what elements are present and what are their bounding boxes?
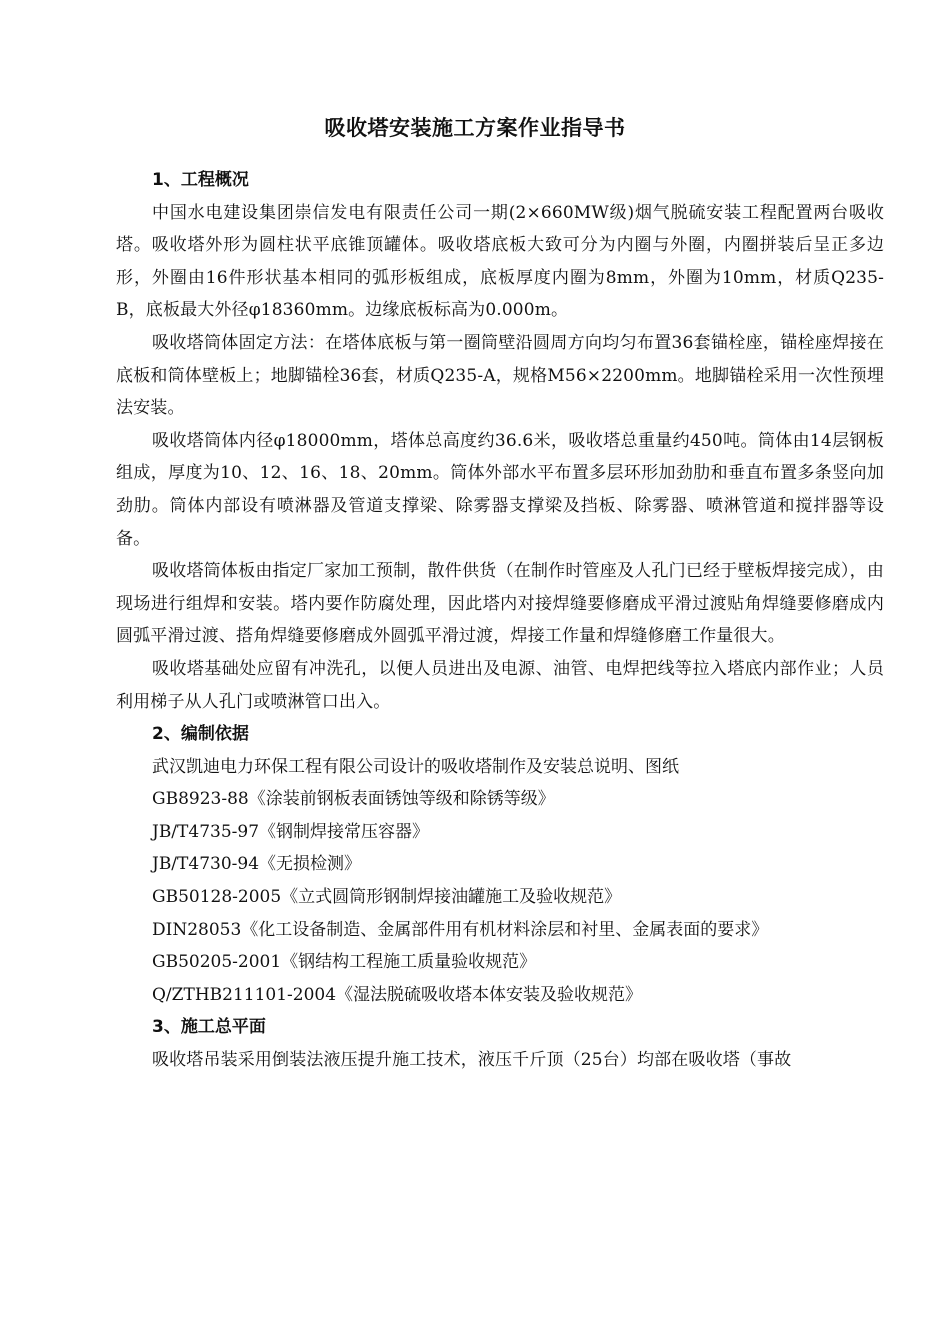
reference-item: GB8923-88《涂装前钢板表面锈蚀等级和除锈等级》 [152,789,555,810]
overview-paragraph: 吸收塔筒体内径φ18000mm，塔体总高度约36.6米，吸收塔总重量约450吨。筒体由14层钢板组成，厚度为10、12、16、18、20mm。筒体外部水平布置多层环形加劲肋和垂直布置多条竖向加劲肋。筒体内部设有喷淋器及管道支撑梁、除雾器支撑梁及挡板、除雾器、喷淋管道和搅拌器等设备。 [116,430,884,549]
document-body [116,164,884,1077]
reference-item: Q/ZTHB211101-2004《湿法脱硫吸收塔本体安装及验收规范》 [152,984,643,1005]
overview-paragraph: 吸收塔筒体固定方法：在塔体底板与第一圈筒壁沿圆周方向均匀布置36套锚栓座，锚栓座焊接在底板和筒体壁板上；地脚锚栓36套，材质Q235-A，规格M56×2200mm。地脚锚栓采用一次性预埋法安装。 [116,332,884,419]
reference-item: JB/T4730-94《无损检测》 [152,854,362,875]
section-heading-basis: 2、编制依据 [152,724,249,745]
reference-item: GB50205-2001《钢结构工程施工质量验收规范》 [152,952,537,973]
reference-item: DIN28053《化工设备制造、金属部件用有机材料涂层和衬里、金属表面的要求》 [152,919,769,940]
document-title: 吸收塔安装施工方案作业指导书 [324,116,626,140]
reference-item: GB50128-2005《立式圆筒形钢制焊接油罐施工及验收规范》 [152,887,622,908]
section-heading-site-plan: 3、施工总平面 [152,1017,266,1038]
overview-paragraph: 中国水电建设集团崇信发电有限责任公司一期(2×660MW级)烟气脱硫安装工程配置两台吸收塔。吸收塔外形为圆柱状平底锥顶罐体。吸收塔底板大致可分为内圈与外圈，内圈拼装后呈正多边形，外圈由16件形状基本相同的弧形板组成，底板厚度内圈为8mm，外圈为10mm，材质Q235-B，底板最大外径φ18360mm。边缘底板标高为0.000m。 [116,202,884,321]
overview-paragraph: 吸收塔筒体板由指定厂家加工预制，散件供货（在制作时管座及人孔门已经于壁板焊接完成），由现场进行组焊和安装。塔内要作防腐处理，因此塔内对接焊缝要修磨成平滑过渡贴角焊缝要修磨成内圆弧平滑过渡、搭角焊缝要修磨成外圆弧平滑过渡，焊接工作量和焊缝修磨工作量很大。 [116,561,884,647]
overview-paragraph: 吸收塔基础处应留有冲洗孔，以便人员进出及电源、油管、电焊把线等拉入塔底内部作业；人员利用梯子从人孔门或喷淋管口出入。 [116,658,884,712]
site-plan-paragraph: 吸收塔吊装采用倒装法液压提升施工技术，液压千斤顶（25台）均部在吸收塔（事故 [152,1050,792,1071]
reference-item: JB/T4735-97《钢制焊接常压容器》 [152,821,430,842]
reference-item: 武汉凯迪电力环保工程有限公司设计的吸收塔制作及安装总说明、图纸 [152,756,679,777]
section-heading-overview: 1、工程概况 [152,170,249,190]
